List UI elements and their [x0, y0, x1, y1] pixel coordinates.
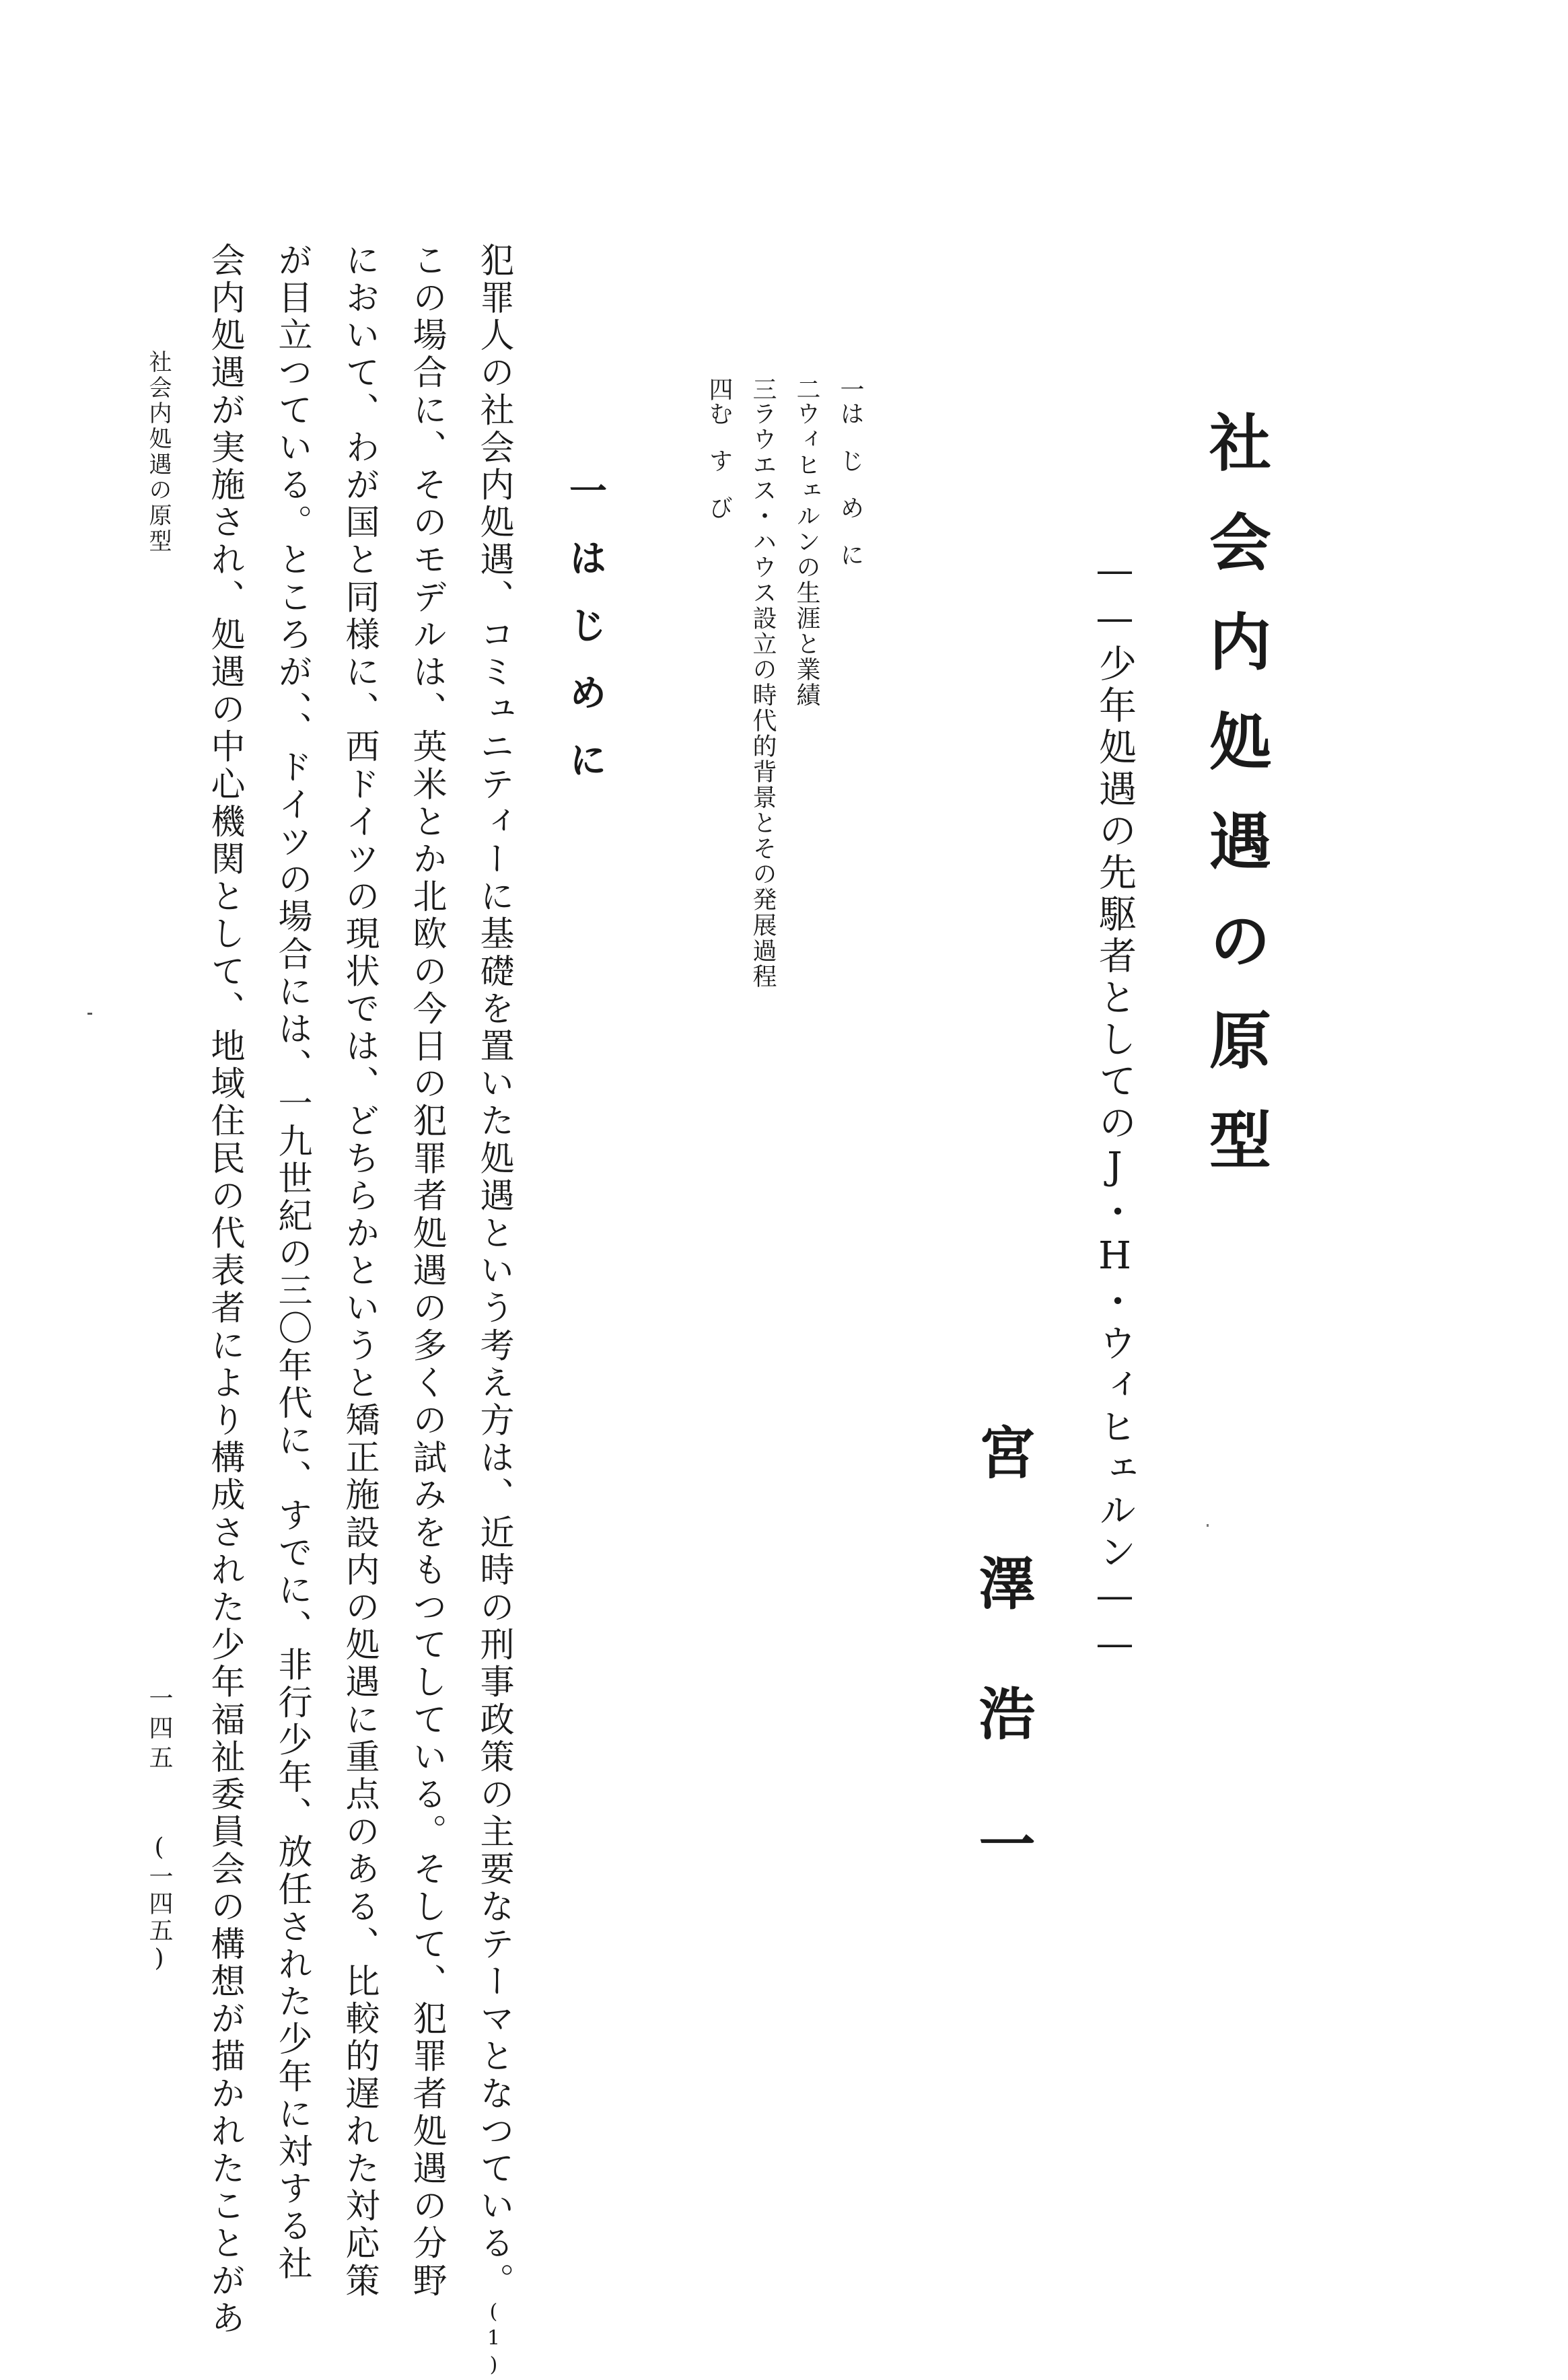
section-heading: 一はじめに	[563, 471, 608, 807]
footnote-reference: (1)	[482, 2300, 505, 2380]
running-head: 社会内処遇の原型	[145, 350, 172, 554]
scan-speck	[87, 1013, 92, 1015]
body-text: が目立つている。ところが、、ドイツの場合には、一九世紀の三〇年代に、すでに、非行少年、放任された少年に対する社	[272, 242, 312, 2283]
article-author: 宮澤浩一	[970, 1423, 1036, 1945]
body-text: 犯罪人の社会内処遇、コミュニティーに基礎を置いた処遇という考え方は、近時の刑事政策の主要なテーマとなつている。	[474, 242, 513, 2300]
toc-item-number: 四	[705, 377, 733, 401]
page-number: 一四五	[145, 1686, 173, 1774]
toc-item-number: 二	[793, 377, 820, 401]
toc-item-label: ウィヒェルンの生涯と業績	[793, 401, 820, 708]
toc-item-number: 一	[836, 377, 864, 401]
body-text: この場合に、そのモデルは、英米とか北欧の今日の犯罪者処遇の多くの試みをもつてしている。そして、犯罪者処遇の分野	[406, 242, 446, 2300]
article-subtitle: ——少年処遇の先駆者としてのJ・H・ウィヒェルン——	[1093, 548, 1137, 1669]
body-text: 会内処遇が実施され、処遇の中心機関として、地域住民の代表者により構成された少年福祉委員会の構想が描かれたことがあ	[205, 242, 244, 2338]
toc-item-label: はじめに	[836, 401, 864, 589]
toc-item-number: 三	[749, 377, 777, 401]
article-title: 社会内処遇の原型	[1199, 410, 1272, 1207]
scan-speck	[1207, 1524, 1209, 1527]
toc-item-label: むすび	[705, 401, 733, 542]
toc-item-label: ラウエス・ハウス設立の時代的背景とその発展過程	[749, 401, 777, 989]
page-number-parenthetical: (一四五)	[145, 1834, 173, 1975]
body-text: において、わが国と同様に、西ドイツの現状では、どちらかというと矯正施設内の処遇に重点のある、比較的遅れた対応策	[339, 242, 379, 2300]
